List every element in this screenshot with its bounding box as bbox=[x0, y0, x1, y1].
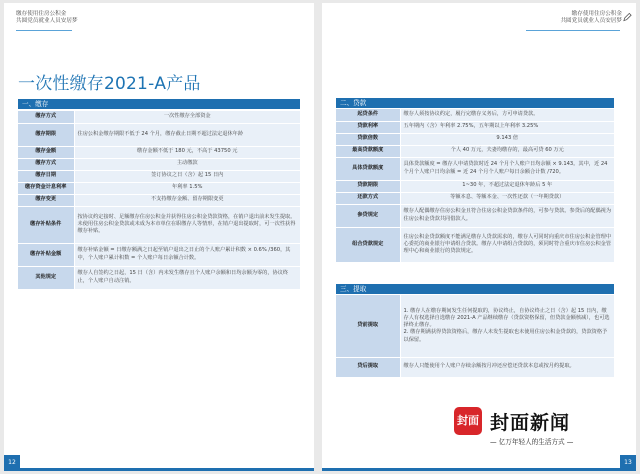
right-page bbox=[322, 3, 636, 471]
table-row bbox=[336, 357, 614, 377]
left-header bbox=[16, 11, 78, 25]
table-row bbox=[18, 182, 300, 194]
row-key: 其他规定 bbox=[18, 266, 74, 289]
row-key: 最高贷款额度 bbox=[336, 145, 400, 157]
table-row bbox=[336, 295, 614, 357]
row-value: 一次性缴存全部资金 bbox=[74, 111, 300, 123]
left-header-line-2: 共圆党员就业人员安居梦 bbox=[16, 18, 78, 24]
row-key: 贷前提取 bbox=[336, 295, 400, 357]
row-value: 缴存人自签约之日起，15 日（含）内未发生缴存且个人账户余额和日均余额为零的，协议终止，个人账户自动注销。 bbox=[74, 266, 300, 289]
deposit-table bbox=[18, 111, 300, 290]
withdraw-table bbox=[336, 295, 614, 378]
row-value: 等额本息、等额本金、一次性还款（一年期贷款） bbox=[400, 192, 614, 204]
row-key: 缴存期限 bbox=[18, 123, 74, 146]
row-value: 1. 缴存人在缴存期间发生任何提取的，协议终止，自协议终止之日（含）起 15 日内，缴存人有权选择自选缴存 2021-A 产品继续缴存（贷款资格保留，但贷款金额核减），也可选择终止缴存。 2. 缴存期满获得贷款资格后，缴存人未发生提取也未使用住房公积金贷款的，贷款资格予以保留。 bbox=[400, 295, 614, 357]
table-row bbox=[336, 145, 614, 157]
row-value: 个人 40 万元，夫妻均缴存的，最高可贷 60 万元 bbox=[400, 145, 614, 157]
row-key: 组合贷款规定 bbox=[336, 227, 400, 262]
table-row bbox=[18, 123, 300, 146]
left-bottom-stripe bbox=[20, 468, 314, 471]
row-key: 缴存资金计息利率 bbox=[18, 182, 74, 194]
row-value: 按协议约定接时、足额缴存住房公积金并获得住房公积金贷款资格，在销户退出前未发生提取。未使用住房公积金贷款或未成为本市单位在职缴存人等情形，在销户退出提取时，可一次性获得缴存补贴。 bbox=[74, 206, 300, 243]
watermark-slogan: — 亿万年轻人的生活方式 — bbox=[490, 438, 574, 446]
table-row bbox=[18, 243, 300, 266]
right-header-line-1: 缴存使用住房公积金 bbox=[571, 11, 622, 17]
row-key: 还款方式 bbox=[336, 192, 400, 204]
table-row bbox=[18, 266, 300, 289]
left-page bbox=[4, 3, 314, 471]
left-header-line-1: 缴存使用住房公积金 bbox=[16, 11, 67, 17]
section-bar-withdraw: 三、提取 bbox=[336, 284, 614, 294]
row-value: 缴存人配偶缴存住房公积金且符合住房公积金贷款条件的，可参与贷款。参贷后的配偶视为住房公积金贷款共同借款人。 bbox=[400, 204, 614, 227]
row-value: 缴存人须按协议约定，履行完缴存义务后，方可申请贷款。 bbox=[400, 109, 614, 121]
table-row bbox=[336, 192, 614, 204]
table-row bbox=[336, 133, 614, 145]
pen-icon bbox=[623, 12, 632, 22]
section-bar-deposit: 一、缴存 bbox=[18, 99, 300, 109]
row-key: 缴存补贴条件 bbox=[18, 206, 74, 243]
right-bottom-stripe bbox=[322, 468, 620, 471]
row-key: 贷款期限 bbox=[336, 180, 400, 192]
row-key: 贷后提取 bbox=[336, 357, 400, 377]
row-value: 缴存金额不低于 180 元，不高于 43750 元 bbox=[74, 146, 300, 158]
table-row bbox=[18, 194, 300, 206]
row-key: 缴存日期 bbox=[18, 170, 74, 182]
row-value: 签订协议之日（含）起 15 日内 bbox=[74, 170, 300, 182]
right-header bbox=[560, 11, 622, 25]
table-row bbox=[336, 157, 614, 180]
row-key: 缴存方式 bbox=[18, 111, 74, 123]
row-key: 贷款倍数 bbox=[336, 133, 400, 145]
page-number-left: 12 bbox=[4, 455, 20, 471]
right-header-rule bbox=[526, 30, 620, 31]
page-title: 一次性缴存2021-A产品 bbox=[18, 74, 201, 94]
table-row bbox=[336, 121, 614, 133]
row-value: 具体贷款额度 = 缴存人申请贷款时近 24 个月个人账户日均余额 × 9.143。其中，近 24 个月个人账户日均余额 = 近 24 个月个人账户每日余额合计数 /720。 bbox=[400, 157, 614, 180]
left-header-rule bbox=[16, 30, 72, 31]
row-key: 起贷条件 bbox=[336, 109, 400, 121]
row-key: 缴存金额 bbox=[18, 146, 74, 158]
table-row bbox=[18, 206, 300, 243]
table-row bbox=[18, 146, 300, 158]
fengmian-logo-icon: 封面 bbox=[454, 407, 482, 435]
right-header-line-2: 共圆党员就业人员安居梦 bbox=[560, 18, 622, 24]
row-value: 缴存人只能使用个人账户存续余额按月冲还应偿还贷款本息或按月约提取。 bbox=[400, 357, 614, 377]
row-key: 贷款利率 bbox=[336, 121, 400, 133]
row-value: 主动缴款 bbox=[74, 158, 300, 170]
table-row bbox=[336, 109, 614, 121]
table-row bbox=[18, 170, 300, 182]
row-value: 年利率 1.5% bbox=[74, 182, 300, 194]
row-key: 缴存变更 bbox=[18, 194, 74, 206]
row-value: 住房公积金缴存期限不低于 24 个月，缴存截止日期不超过法定退休年龄 bbox=[74, 123, 300, 146]
row-value: 住房公积金贷款额度不能满足缴存人贷款需求的，缴存人可同时向重庆市住房公积金管理中心委托的商业银行申请组合贷款。缴存人申请组合贷款的，须同时符合重庆市住房公积金管理中心和商业银行的贷款规定。 bbox=[400, 227, 614, 262]
row-value: 五年期内（含）年利率 2.75%，五年期以上年利率 3.25% bbox=[400, 121, 614, 133]
row-value: 不支持缴存金额、留存期限变更 bbox=[74, 194, 300, 206]
table-row bbox=[18, 111, 300, 123]
watermark-name: 封面新闻 bbox=[490, 412, 571, 434]
row-key: 缴存方式 bbox=[18, 158, 74, 170]
table-row bbox=[336, 227, 614, 262]
table-row bbox=[18, 158, 300, 170]
row-key: 缴存补贴金额 bbox=[18, 243, 74, 266]
loan-table bbox=[336, 109, 614, 263]
table-row bbox=[336, 180, 614, 192]
row-key: 参贷规定 bbox=[336, 204, 400, 227]
row-value: 缴存补贴金额 = 日缴存额满之日起至销户退出之日止的个人账户累计积数 × 0.6% /360，其中，个人账户累计积数 = 个人账户每日余额合计数。 bbox=[74, 243, 300, 266]
row-value: 1~30 年，不超过法定退休年龄后 5 年 bbox=[400, 180, 614, 192]
table-row bbox=[336, 204, 614, 227]
page-number-right: 13 bbox=[620, 455, 636, 471]
row-key: 具体贷款额度 bbox=[336, 157, 400, 180]
section-bar-loan: 二、贷款 bbox=[336, 98, 614, 108]
row-value: 9.143 倍 bbox=[400, 133, 614, 145]
